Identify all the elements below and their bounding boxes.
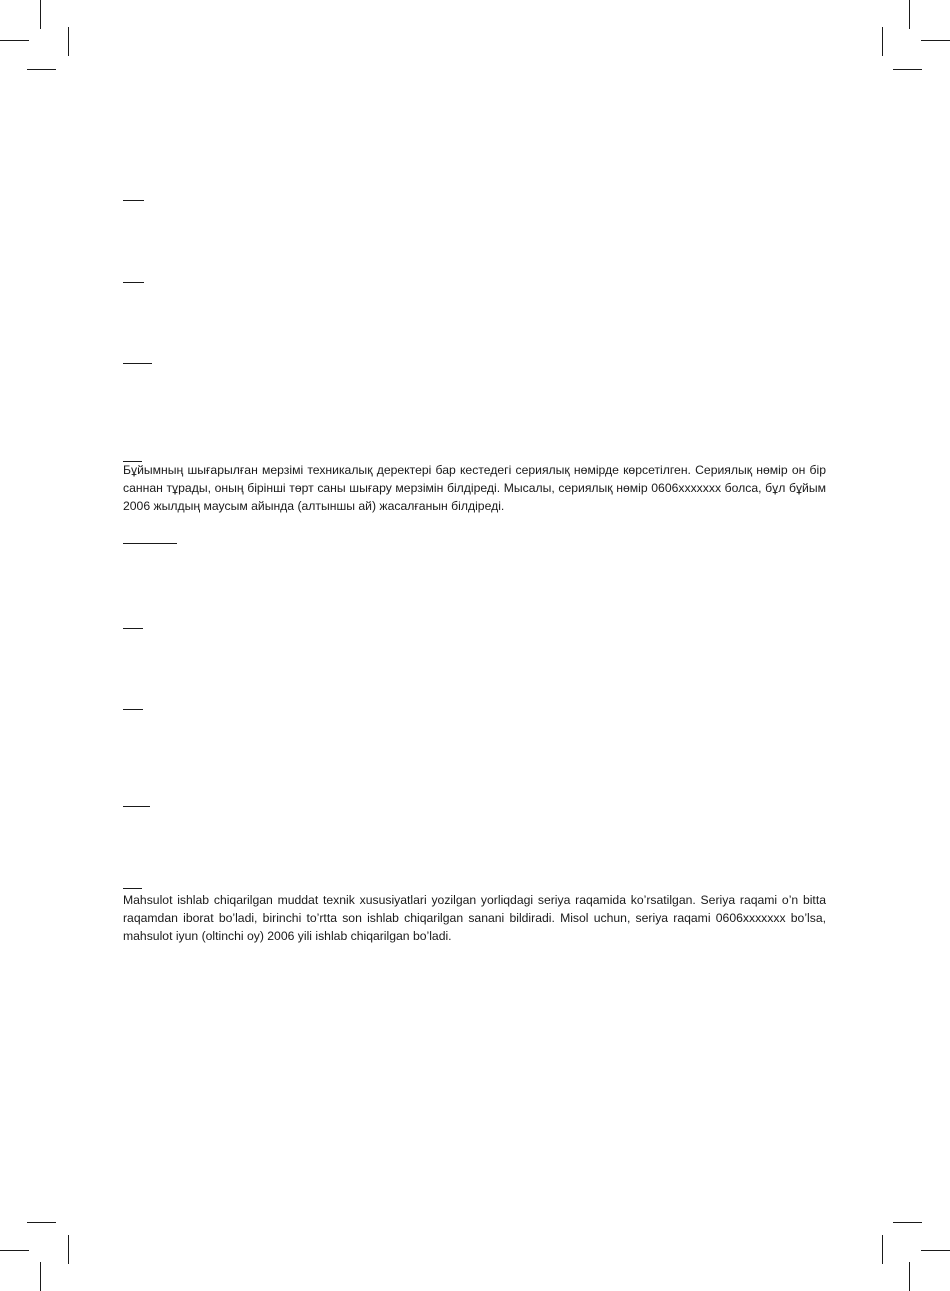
section-rule (123, 543, 177, 544)
crop-mark (882, 27, 883, 56)
uzbek-paragraph: Mahsulot ishlab chiqarilgan muddat texnik xususiyatlari yozilgan yorliqdagi seriya raqamida ko’rsatilgan. Seriya raqami o’n bitta raqamdan iborat bo’ladi, birinchi to’rtta son ishlab chiqarilgan sanani bildiradi. Misol uchun, seriya raqami 0606xxxxxxx bo’lsa, mahsulot iyun (oltinchi oy) 2006 yili ishlab chiqarilgan bo’ladi. (123, 893, 826, 943)
crop-mark (909, 0, 910, 29)
section-rule (123, 363, 152, 364)
section-rule (123, 709, 143, 710)
crop-mark (0, 40, 29, 41)
kazakh-paragraph: Бұйымның шығарылған мерзімі техникалық деректері бар кестедегі сериялық нөмірде көрсетілген. Сериялық нөмір он бір саннан тұрады, оның бірінші төрт саны шығару мерзімін білдіреді. Мысалы, сериялық нөмір 0606xxxxxxx болса, бұл бұйым 2006 жылдың маусым айында (алтыншы ай) жасалғанын білдіреді. (123, 463, 826, 513)
section-rule (123, 628, 143, 629)
crop-mark (0, 1250, 29, 1251)
section-rule (123, 200, 144, 201)
crop-mark (909, 1262, 910, 1291)
section-rule (123, 888, 142, 889)
section-rule (123, 806, 150, 807)
crop-mark (27, 69, 56, 70)
crop-mark (921, 1250, 950, 1251)
crop-mark (893, 1222, 922, 1223)
crop-mark (40, 0, 41, 29)
crop-mark (68, 27, 69, 56)
crop-mark (27, 1222, 56, 1223)
crop-mark (40, 1262, 41, 1291)
crop-mark (68, 1235, 69, 1264)
crop-mark (882, 1235, 883, 1264)
section-rule (123, 282, 144, 283)
crop-mark (921, 40, 950, 41)
crop-mark (893, 69, 922, 70)
